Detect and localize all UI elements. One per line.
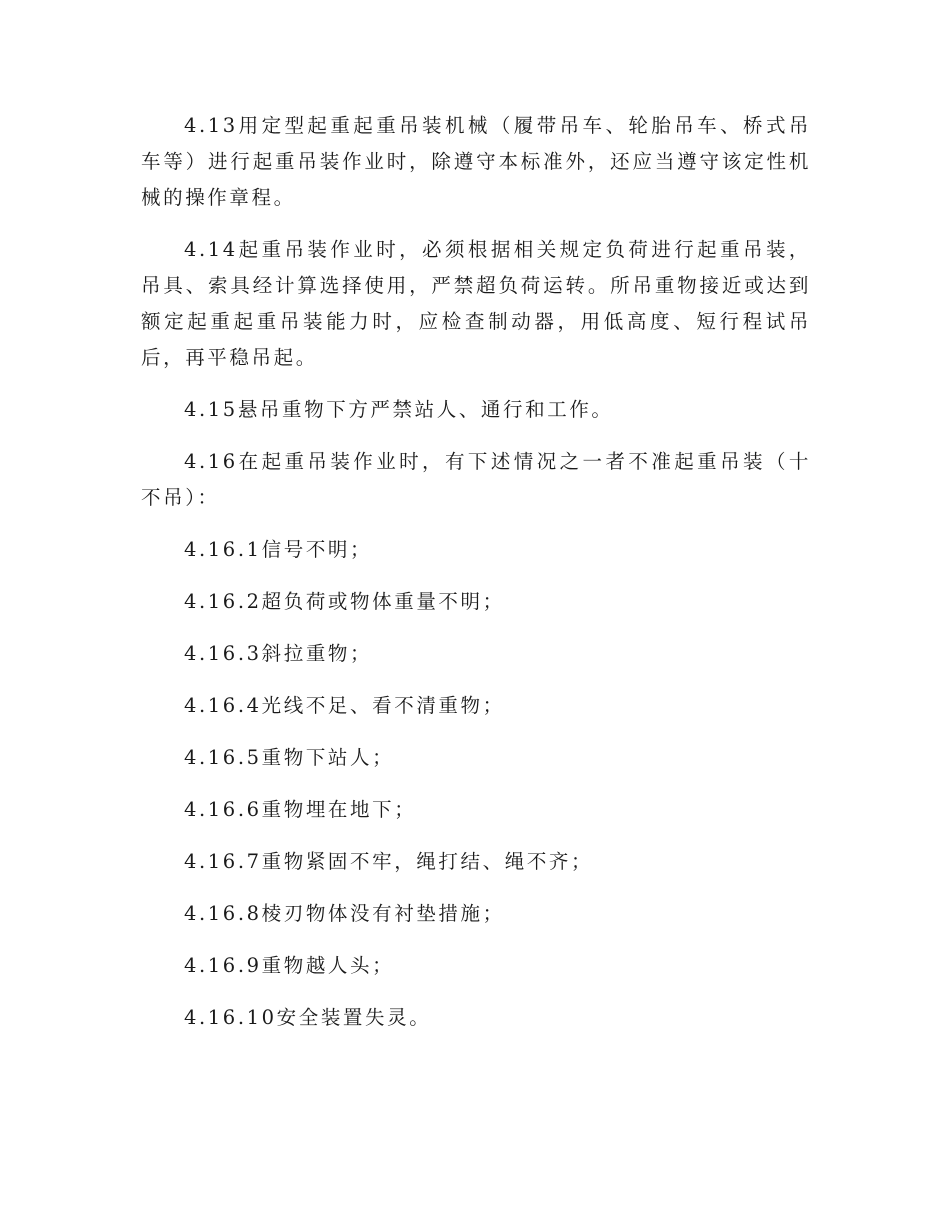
list-item-4-16-5: 4.16.5重物下站人； — [184, 746, 395, 769]
list-item-4-16-6: 4.16.6重物埋在地下； — [184, 798, 417, 821]
list-item-4-16-9: 4.16.9重物越人头； — [184, 954, 395, 977]
list-item-4-16-2: 4.16.2超负荷或物体重量不明； — [184, 590, 505, 613]
paragraph-4-15: 4.15悬吊重物下方严禁站人、通行和工作。 — [184, 398, 614, 421]
list-item-4-16-4: 4.16.4光线不足、看不清重物； — [184, 694, 505, 717]
document-body — [141, 108, 811, 1052]
paragraph-4-13: 4.13用定型起重起重吊装机械（履带吊车、轮胎吊车、桥式吊车等）进行起重吊装作业时，除遵守本标准外，还应当遵守该定性机械的操作章程。 — [141, 114, 811, 209]
list-item-4-16-10: 4.16.10安全装置失灵。 — [184, 1006, 432, 1029]
list-item-4-16-8: 4.16.8棱刃物体没有衬垫措施； — [184, 902, 505, 925]
paragraph-4-14: 4.14起重吊装作业时，必须根据相关规定负荷进行起重吊装，吊具、索具经计算选择使用，严禁超负荷运转。所吊重物接近或达到额定起重起重吊装能力时，应检查制动器，用低高度、短行程试吊后，再平稳吊起。 — [141, 238, 811, 369]
paragraph-4-16: 4.16在起重吊装作业时，有下述情况之一者不准起重吊装（十不吊）： — [141, 450, 811, 509]
list-item-4-16-3: 4.16.3斜拉重物； — [184, 642, 373, 665]
list-item-4-16-7: 4.16.7重物紧固不牢，绳打结、绳不齐； — [184, 850, 594, 873]
list-item-4-16-1: 4.16.1信号不明； — [184, 538, 373, 561]
